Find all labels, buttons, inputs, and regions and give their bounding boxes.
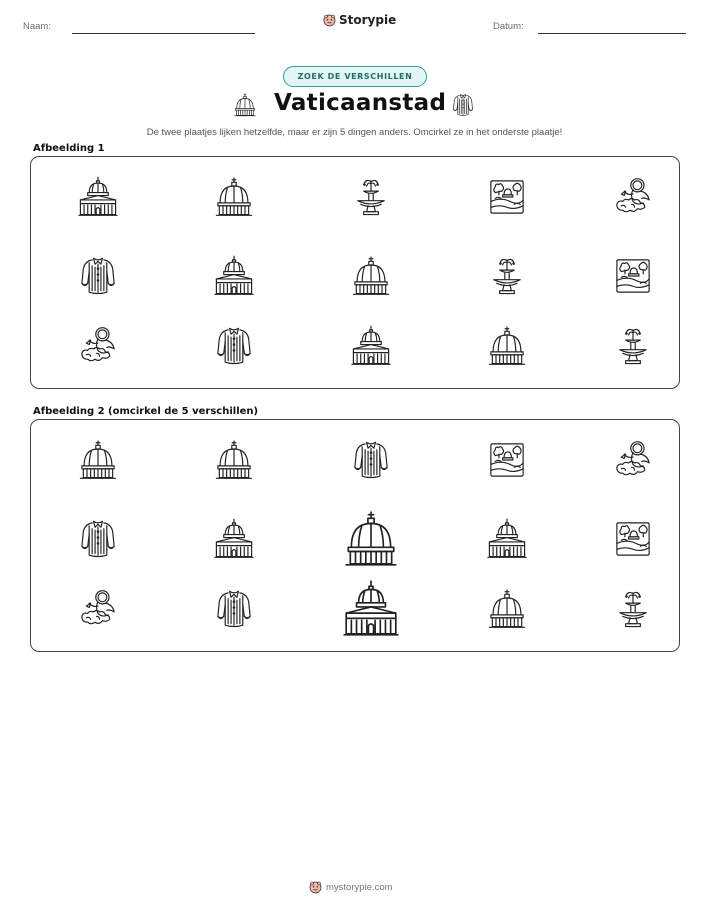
picture-2-robe-illustration[interactable] [341, 430, 401, 490]
picture-2-dome-illustration[interactable] [332, 500, 410, 578]
picture-2-basilica-illustration[interactable] [204, 509, 264, 569]
picture-1-basilica-illustration [68, 167, 128, 227]
picture-2-dome-illustration[interactable] [204, 430, 264, 490]
picture-1-angel-illustration [603, 167, 663, 227]
storypie-mascot-icon [309, 881, 322, 894]
brand-name: Storypie [339, 13, 397, 27]
picture-2-dome-illustration[interactable] [477, 579, 537, 639]
footer-url: mystorypie.com [326, 882, 393, 893]
picture-1-angel-illustration [68, 316, 128, 376]
storypie-mascot-icon [323, 14, 336, 27]
picture-2-grid[interactable] [31, 420, 679, 651]
page-title: Vaticaanstad [274, 90, 447, 116]
section2-label: Afbeelding 2 (omcirkel de 5 verschillen) [33, 406, 259, 417]
picture-2-garden-illustration[interactable] [477, 430, 537, 490]
picture-1-robe-illustration [204, 316, 264, 376]
name-line[interactable] [72, 33, 255, 34]
picture-1-panel [30, 156, 680, 389]
picture-1-robe-illustration [68, 246, 128, 306]
picture-2-fountain-illustration[interactable] [603, 579, 663, 639]
picture-2-angel-illustration[interactable] [68, 579, 128, 639]
picture-1-basilica-illustration [341, 316, 401, 376]
robe-icon [450, 92, 476, 118]
picture-2-robe-illustration[interactable] [204, 579, 264, 639]
picture-1-fountain-illustration [341, 167, 401, 227]
picture-1-dome-illustration [477, 316, 537, 376]
date-label: Datum: [493, 21, 524, 32]
picture-2-dome-illustration[interactable] [68, 430, 128, 490]
picture-2-robe-illustration[interactable] [68, 509, 128, 569]
picture-2-garden-illustration[interactable] [603, 509, 663, 569]
name-label: Naam: [23, 21, 51, 32]
picture-1-fountain-illustration [603, 316, 663, 376]
picture-1-dome-illustration [204, 167, 264, 227]
picture-1-basilica-illustration [204, 246, 264, 306]
brand-logo [323, 13, 396, 27]
picture-1-garden-illustration [477, 167, 537, 227]
instructions: De twee plaatjes lijken hetzelfde, maar er zijn 5 dingen anders. Omcirkel ze in het onderste plaatje! [146, 127, 563, 138]
date-line[interactable] [538, 33, 686, 34]
footer [309, 881, 393, 894]
picture-2-basilica-illustration[interactable] [332, 570, 410, 648]
picture-1-garden-illustration [603, 246, 663, 306]
section1-label: Afbeelding 1 [33, 143, 105, 154]
picture-1-dome-illustration [341, 246, 401, 306]
picture-2-angel-illustration[interactable] [603, 430, 663, 490]
picture-2-panel[interactable] [30, 419, 680, 652]
picture-1-fountain-illustration [477, 246, 537, 306]
activity-badge: ZOEK DE VERSCHILLEN [283, 66, 427, 87]
picture-1-grid [31, 157, 679, 388]
dome-icon [232, 92, 258, 118]
picture-2-basilica-illustration[interactable] [477, 509, 537, 569]
